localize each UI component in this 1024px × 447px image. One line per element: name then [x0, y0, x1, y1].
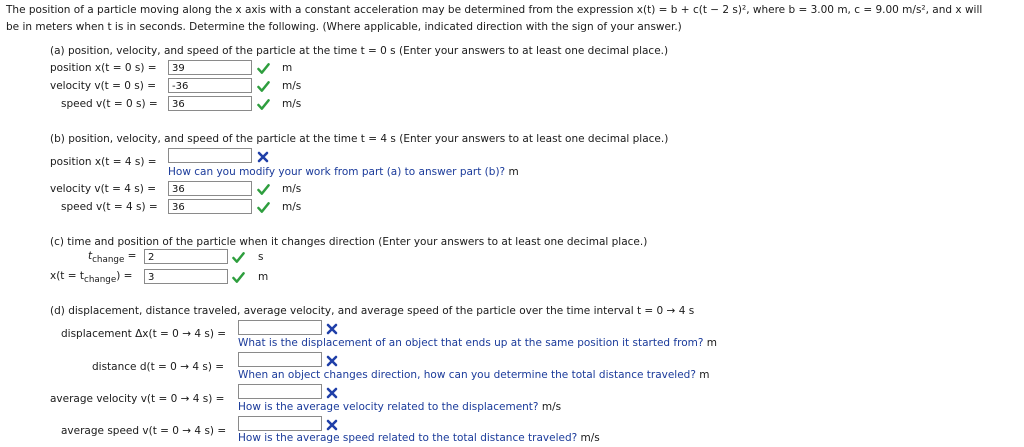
- part-b-velocity-unit: m/s: [282, 183, 302, 195]
- part-b-speed-input[interactable]: 36: [168, 199, 252, 214]
- incorrect-x-icon: [257, 151, 269, 163]
- part-d-avg-speed-hint[interactable]: How is the average speed related to the total distance traveled?: [238, 432, 578, 444]
- correct-check-icon: [257, 98, 270, 111]
- part-d-avg-velocity-hint-row: [238, 401, 561, 413]
- correct-check-icon: [232, 251, 245, 264]
- correct-check-icon: [257, 183, 270, 196]
- part-c-tchange-label: [88, 250, 136, 265]
- incorrect-x-icon: [326, 387, 338, 399]
- incorrect-x-icon: [326, 355, 338, 367]
- part-a-position-input[interactable]: 39: [168, 60, 252, 75]
- part-d-avg-velocity-hint[interactable]: How is the average velocity related to the displacement?: [238, 401, 539, 413]
- part-c-tchange-unit: s: [258, 251, 264, 263]
- problem-text-line2: be in meters when t is in seconds. Determine the following. (Where applicable, indicated direction with the sign of your answer.): [6, 21, 682, 33]
- correct-check-icon: [257, 80, 270, 93]
- part-a-velocity-unit: m/s: [282, 80, 302, 92]
- part-c-heading: (c) time and position of the particle when it changes direction (Enter your answers to at least one decimal place.): [50, 236, 648, 248]
- part-d-distance-label: distance d(t = 0 → 4 s) =: [92, 361, 225, 373]
- part-d-avg-speed-hint-row: [238, 432, 600, 444]
- part-b-position-label: position x(t = 4 s) =: [50, 156, 157, 168]
- part-a-position-label: position x(t = 0 s) =: [50, 62, 157, 74]
- part-b-speed-label: speed v(t = 4 s) =: [61, 201, 158, 213]
- part-d-distance-input[interactable]: [238, 352, 322, 367]
- part-d-avg-speed-input[interactable]: [238, 416, 322, 431]
- xchange-sub: change: [84, 275, 117, 286]
- problem-text-line1: The position of a particle moving along the x axis with a constant acceleration may be determined from the expression x(t) = b + c(t − 2 s)², where b = 3.00 m, c = 9.00 m/s², and x will: [6, 4, 983, 16]
- part-d-displacement-hint-row: [238, 337, 717, 349]
- part-d-distance-unit: m: [699, 369, 710, 381]
- correct-check-icon: [257, 62, 270, 75]
- part-b-position-unit: m: [508, 166, 519, 178]
- part-c-xchange-label: [50, 270, 132, 285]
- part-c-tchange-input[interactable]: 2: [144, 249, 228, 264]
- part-d-heading: (d) displacement, distance traveled, average velocity, and average speed of the particle over the time interval t = 0 → 4 s: [50, 305, 695, 317]
- part-a-speed-label: speed v(t = 0 s) =: [61, 98, 158, 110]
- part-a-speed-input[interactable]: 36: [168, 96, 252, 111]
- part-a-heading: (a) position, velocity, and speed of the particle at the time t = 0 s (Enter your answers to at least one decimal place.): [50, 45, 669, 57]
- tchange-t: t: [88, 250, 93, 262]
- correct-check-icon: [257, 201, 270, 214]
- part-b-position-hint[interactable]: How can you modify your work from part (a) to answer part (b)?: [168, 166, 506, 178]
- incorrect-x-icon: [326, 419, 338, 431]
- xchange-main: x(t = t: [50, 270, 85, 282]
- part-b-velocity-input[interactable]: 36: [168, 181, 252, 196]
- part-d-avg-speed-unit: m/s: [580, 432, 600, 444]
- part-d-avg-velocity-unit: m/s: [541, 401, 562, 413]
- part-d-avg-speed-label: average speed v(t = 0 → 4 s) =: [61, 425, 227, 437]
- part-d-distance-hint[interactable]: When an object changes direction, how can you determine the total distance traveled?: [238, 369, 696, 381]
- part-b-position-hint-row: [168, 166, 519, 178]
- part-d-displacement-label: displacement Δx(t = 0 → 4 s) =: [61, 328, 227, 340]
- incorrect-x-icon: [326, 323, 338, 335]
- part-a-position-unit: m: [282, 62, 293, 74]
- part-d-avg-velocity-input[interactable]: [238, 384, 322, 399]
- part-d-displacement-input[interactable]: [238, 320, 322, 335]
- part-b-velocity-label: velocity v(t = 4 s) =: [50, 183, 156, 195]
- part-c-xchange-unit: m: [258, 271, 269, 283]
- part-c-xchange-input[interactable]: 3: [144, 269, 228, 284]
- part-d-avg-velocity-label: average velocity v(t = 0 → 4 s) =: [50, 393, 225, 405]
- part-b-heading: (b) position, velocity, and speed of the particle at the time t = 4 s (Enter your answers to at least one decimal place.): [50, 133, 669, 145]
- part-d-displacement-hint[interactable]: What is the displacement of an object that ends up at the same position it started from?: [238, 337, 704, 349]
- part-b-position-input[interactable]: [168, 148, 252, 163]
- part-a-speed-unit: m/s: [282, 98, 302, 110]
- correct-check-icon: [232, 271, 245, 284]
- part-a-velocity-label: velocity v(t = 0 s) =: [50, 80, 156, 92]
- tchange-eq: =: [124, 250, 137, 262]
- part-d-distance-hint-row: [238, 369, 710, 381]
- part-a-velocity-input[interactable]: -36: [168, 78, 252, 93]
- part-d-displacement-unit: m: [706, 337, 717, 349]
- xchange-eq: ) =: [116, 270, 133, 282]
- tchange-sub: change: [92, 255, 125, 266]
- part-b-speed-unit: m/s: [282, 201, 302, 213]
